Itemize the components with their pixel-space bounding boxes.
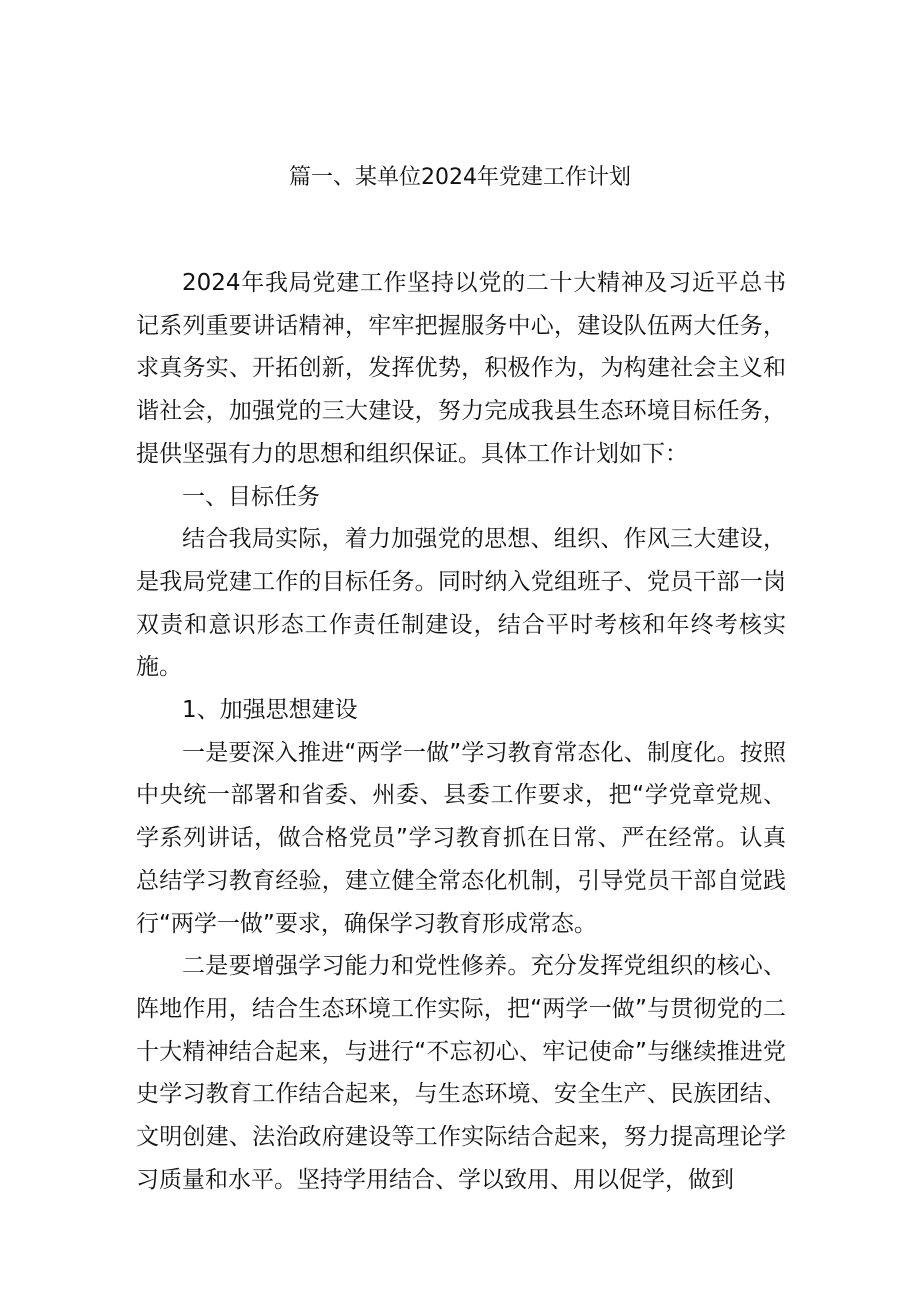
subsection-heading-ideology: 1、加强思想建设 [182,697,358,724]
paragraph-point-one: 一是要深入推进“两学一做”学习教育常态化、制度化。按照中央统一部署和省委、州委、县委工作要求，把“学党章党规、学系列讲话，做合格党员”学习教育抓在日常、严在经常。认真总结学习教育经验，建立健全常态化机制，引导党员干部自觉践行“两学一做”要求，确保学习教育形成常态。 [136,739,786,937]
paragraph-goals: 结合我局实际，着力加强党的思想、组织、作风三大建设，是我局党建工作的目标任务。同时纳入党组班子、党员干部一岗双责和意识形态工作责任制建设，结合平时考核和年终考核实施。 [136,526,786,681]
section-heading-goals: 一、目标任务 [182,483,320,510]
paragraph-intro: 2024年我局党建工作坚持以党的二十大精神及习近平总书记系列重要讲话精神，牢牢把握服务中心，建设队伍两大任务，求真务实、开拓创新，发挥优势，积极作为，为构建社会主义和谐社会，加强党的三大建设，努力完成我县生态环境目标任务，提供坚强有力的思想和组织保证。具体工作计划如下： [136,270,786,467]
document-body [136,262,786,1201]
paragraph-point-two: 二是要增强学习能力和党性修养。充分发挥党组织的核心、阵地作用，结合生态环境工作实际，把“两学一做”与贯彻党的二十大精神结合起来，与进行“不忘初心、牢记使命”与继续推进党史学习教育工作结合起来，与生态环境、安全生产、民族团结、文明创建、法治政府建设等工作实际结合起来，努力提高理论学习质量和水平。坚持学用结合、学以致用、用以促学，做到 [136,953,786,1193]
document-title: 篇一、某单位2024年党建工作计划 [289,165,631,190]
